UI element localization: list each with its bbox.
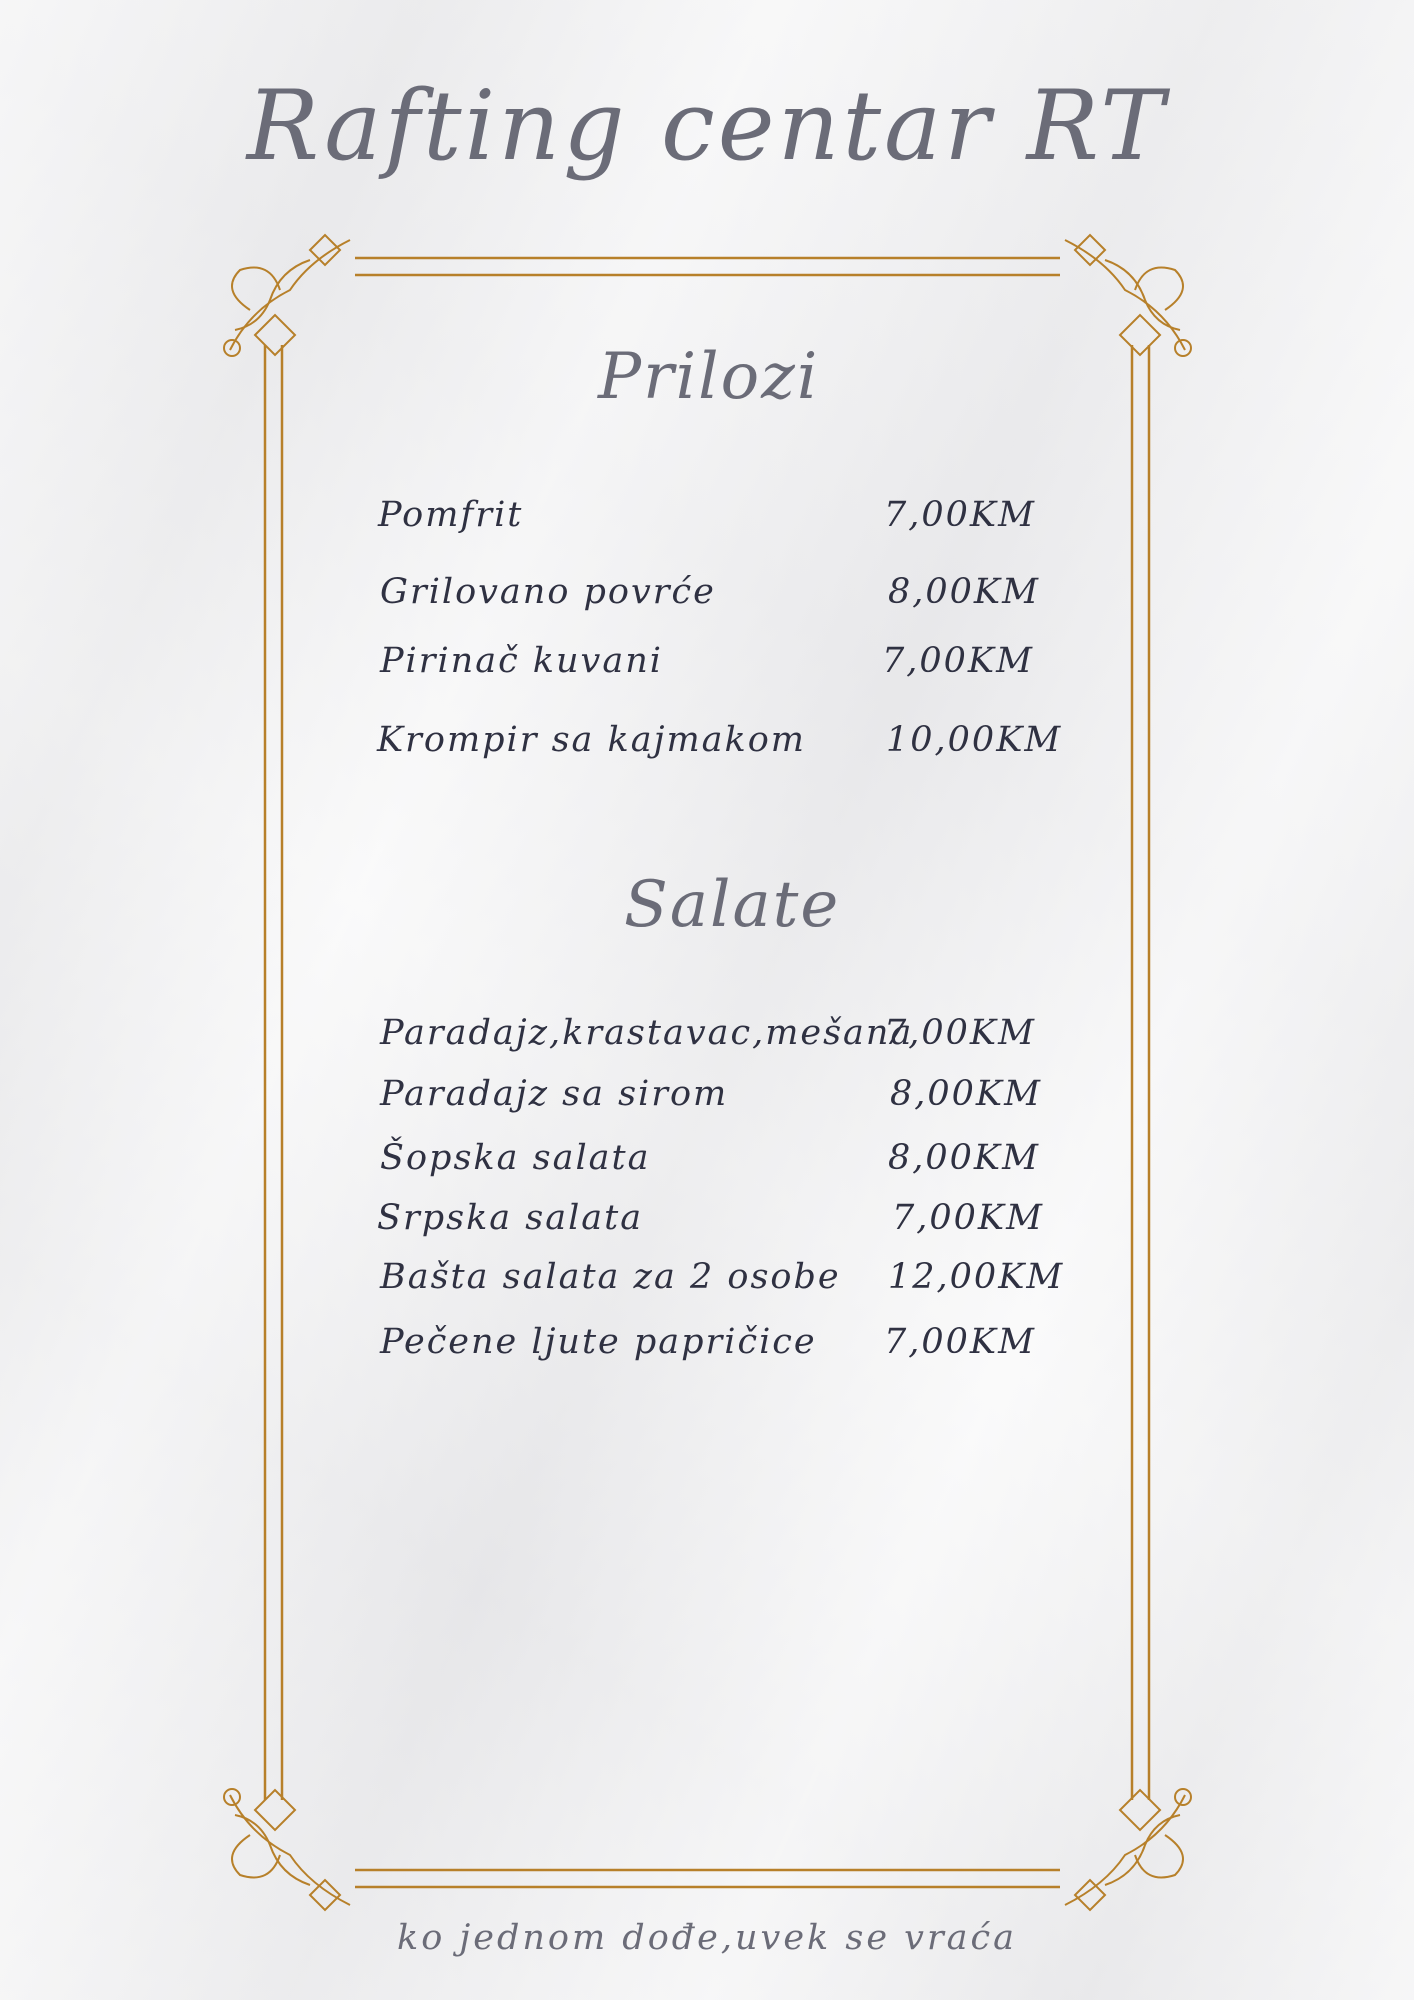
- menu-item-name: Šopska salata: [380, 1138, 651, 1178]
- menu-item-price: 8,00KM: [890, 1074, 1042, 1114]
- menu-item-price: 7,00KM: [884, 495, 1036, 535]
- corner-ornament-icon: [224, 235, 1191, 1910]
- section-heading-salate: Salate: [624, 868, 841, 942]
- menu-item-name: Krompir sa kajmakom: [377, 720, 806, 760]
- menu-item-name: Bašta salata za 2 osobe: [380, 1257, 841, 1297]
- menu-item-name: Paradajz,krastavac,mešana: [380, 1013, 914, 1053]
- menu-item-price: 8,00KM: [888, 572, 1040, 612]
- menu-item-name: Srpska salata: [377, 1198, 644, 1238]
- menu-item-price: 7,00KM: [892, 1198, 1044, 1238]
- page-title: Rafting centar RT: [246, 70, 1168, 182]
- menu-item-price: 7,00KM: [884, 1013, 1036, 1053]
- menu-item-price: 7,00KM: [882, 641, 1034, 681]
- menu-item-name: Pečene ljute papričice: [380, 1322, 817, 1362]
- menu-item-name: Paradajz sa sirom: [380, 1074, 729, 1114]
- menu-item-name: Grilovano povrće: [380, 572, 716, 612]
- menu-item-price: 8,00KM: [888, 1138, 1040, 1178]
- menu-item-name: Pirinač kuvani: [380, 641, 663, 681]
- menu-item-price: 7,00KM: [884, 1322, 1036, 1362]
- footer-slogan: ko jednom dođe,uvek se vraća: [396, 1918, 1018, 1958]
- menu-item-price: 12,00KM: [888, 1257, 1065, 1297]
- menu-item-price: 10,00KM: [886, 720, 1063, 760]
- menu-item-name: Pomfrit: [378, 495, 524, 535]
- section-heading-prilozi: Prilozi: [598, 340, 820, 414]
